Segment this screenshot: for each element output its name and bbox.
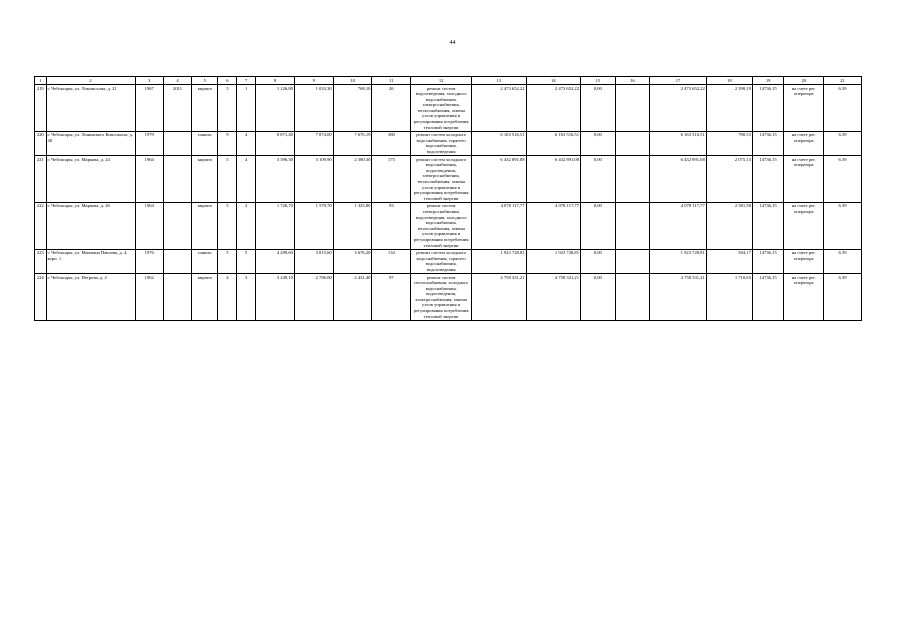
cell-floors: 9	[218, 131, 237, 155]
cell-year-built: 1964	[135, 156, 163, 203]
cell-year-built: 1967	[135, 85, 163, 132]
cell-fund-cost: 2 473 652,22	[526, 85, 581, 132]
cell-owner-funds: 4 758 331,21	[650, 274, 707, 321]
cell-row-number: 220	[35, 131, 47, 155]
cell-row-number: 219	[35, 85, 47, 132]
column-header: 10	[333, 77, 372, 85]
cell-fund-cost: 1 923 728,81	[526, 249, 581, 273]
cell-work-types: ремонт систем электроснабжения, водоотведения, холодного водоснабжения, теплоснабжения, замена узлов управления и регулирования потребления тепловой энергии	[411, 202, 472, 249]
cell-entrances: 1	[237, 85, 256, 132]
cell-row-number: 224	[35, 274, 47, 321]
cell-work-types: ремонт систем холодного водоснабжения, горячего водоснабжения, водоотведения	[411, 249, 472, 273]
column-header: 19	[752, 77, 783, 85]
cell-residents-count: 175	[372, 156, 411, 203]
cell-year-overhaul: 2011	[163, 85, 191, 132]
column-header: 8	[256, 77, 295, 85]
column-header: 16	[615, 77, 650, 85]
column-header: 4	[163, 77, 191, 85]
cell-year-built: 1964	[135, 202, 163, 249]
cell-limit-cost: 14736,15	[752, 274, 783, 321]
table-row	[35, 249, 862, 273]
cell-total-area: 4 299,60	[256, 249, 295, 273]
cell-total-area: 8 871,40	[256, 131, 295, 155]
cell-total-cost: 2 473 652,22	[472, 85, 527, 132]
cell-entrances: 5	[237, 249, 256, 273]
cell-fund-cost: 6 163 516,51	[526, 131, 581, 155]
cell-unit-cost: 2 581,58	[706, 202, 752, 249]
cell-residential-area: 768,10	[333, 85, 372, 132]
cell-total-cost: 6 432 891,08	[472, 156, 527, 203]
cell-residential-area: 1 325,80	[333, 202, 372, 249]
cell-year-overhaul	[163, 249, 191, 273]
cell-wall-material: кирпич	[192, 156, 218, 203]
cell-limit-cost: 14736,15	[752, 156, 783, 203]
cell-total-cost: 4 078 117,77	[472, 202, 527, 249]
cell-limit-cost: 14736,15	[752, 131, 783, 155]
cell-total-area: 3 396,30	[256, 156, 295, 203]
column-header: 9	[294, 77, 333, 85]
cell-entrances: 4	[237, 131, 256, 155]
column-header: 11	[372, 77, 411, 85]
cell-other-cost	[615, 202, 650, 249]
cell-budget-cost: 0,00	[581, 131, 616, 155]
cell-work-types: ремонт систем холодного водоснабжения, водоотведения, электроснабжения, теплоснабжения, замена узлов управления и регулирования потребления тепловой энергии	[411, 156, 472, 203]
cell-completion-date: 6.39	[824, 274, 862, 321]
column-header: 12	[411, 77, 472, 85]
table-row	[35, 274, 862, 321]
column-header: 21	[824, 77, 862, 85]
cell-entrances: 2	[237, 202, 256, 249]
cell-floors: 4	[218, 274, 237, 321]
cell-unit-cost: 1 710,65	[706, 274, 752, 321]
cell-residential-area: 3 676,20	[333, 249, 372, 273]
cell-address: г. Чебоксары, ул. Маркова, д. 26	[46, 202, 135, 249]
cell-wall-material: панель	[192, 249, 218, 273]
cell-residential-area: 2 580,30	[333, 156, 372, 203]
table-row	[35, 131, 862, 155]
cell-work-types: ремонт систем теплоснабжения, холодного водоснабжения, водоотведения, электроснабжения, замена узлов управления и регулирования потребления тепловой энергии	[411, 274, 472, 321]
cell-fund-method: на счете рег. оператора	[784, 249, 824, 273]
cell-wall-material: кирпич	[192, 274, 218, 321]
cell-year-overhaul	[163, 202, 191, 249]
cell-fund-cost: 4 078 117,77	[526, 202, 581, 249]
cell-wall-material: панель	[192, 131, 218, 155]
cell-year-overhaul	[163, 274, 191, 321]
cell-address: г. Чебоксары, ул. Мичмана Павлова, д. 4, корп. 1	[46, 249, 135, 273]
cell-unit-cost: 2 075,13	[706, 156, 752, 203]
cell-fund-method: на счете рег. оператора	[784, 202, 824, 249]
cell-row-number: 221	[35, 156, 47, 203]
cell-fund-cost: 4 758 331,21	[526, 274, 581, 321]
cell-floors: 5	[218, 156, 237, 203]
cell-premises-area: 3 815,60	[294, 249, 333, 273]
cell-owner-funds: 6 163 516,51	[650, 131, 707, 155]
column-header: 13	[472, 77, 527, 85]
table-row	[35, 202, 862, 249]
column-header: 1	[35, 77, 47, 85]
column-number-row	[35, 77, 862, 85]
cell-owner-funds: 2 473 652,22	[650, 85, 707, 132]
cell-other-cost	[615, 131, 650, 155]
cell-row-number: 223	[35, 249, 47, 273]
table-body	[35, 85, 862, 321]
repair-program-table	[34, 76, 862, 321]
cell-budget-cost: 0,00	[581, 156, 616, 203]
cell-premises-area: 1 579,70	[294, 202, 333, 249]
cell-other-cost	[615, 249, 650, 273]
table-row	[35, 156, 862, 203]
cell-completion-date: 6.39	[824, 202, 862, 249]
cell-unit-cost: 780,53	[706, 131, 752, 155]
cell-entrances: 3	[237, 274, 256, 321]
cell-wall-material: кирпич	[192, 202, 218, 249]
cell-total-area: 1 126,80	[256, 85, 295, 132]
cell-unit-cost: 504,17	[706, 249, 752, 273]
cell-residents-count: 97	[372, 274, 411, 321]
cell-budget-cost: 0,00	[581, 274, 616, 321]
cell-year-overhaul	[163, 156, 191, 203]
cell-limit-cost: 14736,15	[752, 202, 783, 249]
cell-other-cost	[615, 274, 650, 321]
cell-residents-count: 93	[372, 202, 411, 249]
page-number: 44	[449, 40, 456, 46]
table-row	[35, 85, 862, 132]
cell-work-types: ремонт систем холодного водоснабжения, горячего водоснабжения, водоотведения	[411, 131, 472, 155]
cell-address: г. Чебоксары, ул. Ленинского Комсомола, д. 40	[46, 131, 135, 155]
cell-wall-material: кирпич	[192, 85, 218, 132]
cell-row-number: 222	[35, 202, 47, 249]
cell-completion-date: 6.39	[824, 85, 862, 132]
column-header: 17	[650, 77, 707, 85]
cell-owner-funds: 6 432 891,08	[650, 156, 707, 203]
cell-premises-area: 3 109,90	[294, 156, 333, 203]
cell-year-built: 1979	[135, 131, 163, 155]
cell-total-cost: 4 758 331,21	[472, 274, 527, 321]
cell-residents-count: 26	[372, 85, 411, 132]
cell-residential-area: 7 676,19	[333, 131, 372, 155]
column-header: 3	[135, 77, 163, 85]
cell-total-cost: 1 923 728,81	[472, 249, 527, 273]
cell-premises-area: 7 874,00	[294, 131, 333, 155]
cell-unit-cost: 2 398,19	[706, 85, 752, 132]
cell-year-built: 1962	[135, 274, 163, 321]
cell-residents-count: 380	[372, 131, 411, 155]
cell-residents-count: 134	[372, 249, 411, 273]
cell-address: г. Чебоксары, ул. Маркова, д. 24	[46, 156, 135, 203]
cell-fund-method: на счете рег. оператора	[784, 131, 824, 155]
cell-budget-cost: 0,00	[581, 85, 616, 132]
column-header: 2	[46, 77, 135, 85]
cell-total-cost: 6 163 516,51	[472, 131, 527, 155]
cell-premises-area: 1 033,30	[294, 85, 333, 132]
cell-other-cost	[615, 156, 650, 203]
column-header: 14	[526, 77, 581, 85]
cell-year-overhaul	[163, 131, 191, 155]
cell-floors: 5	[218, 85, 237, 132]
cell-budget-cost: 0,00	[581, 202, 616, 249]
cell-total-area: 1 726,70	[256, 202, 295, 249]
cell-limit-cost: 14736,15	[752, 85, 783, 132]
cell-completion-date: 6.39	[824, 131, 862, 155]
column-header: 15	[581, 77, 616, 85]
cell-fund-method: на счете рег. оператора	[784, 274, 824, 321]
column-header: 18	[706, 77, 752, 85]
cell-address: г. Чебоксары, ул. Ломоносова, д. 21	[46, 85, 135, 132]
cell-floors: 5	[218, 202, 237, 249]
column-header: 7	[237, 77, 256, 85]
cell-owner-funds: 1 923 728,81	[650, 249, 707, 273]
cell-work-types: ремонт систем водоотведения, холодного водоснабжения, электроснабжения, теплоснабжения, замена узлов управления и регулирования потребления тепловой энергии	[411, 85, 472, 132]
cell-residential-area: 2 431,40	[333, 274, 372, 321]
column-header: 20	[784, 77, 824, 85]
cell-completion-date: 6.39	[824, 249, 862, 273]
cell-owner-funds: 4 078 117,77	[650, 202, 707, 249]
cell-fund-method: на счете рег. оператора	[784, 85, 824, 132]
cell-fund-method: на счете рег. оператора	[784, 156, 824, 203]
cell-other-cost	[615, 85, 650, 132]
cell-limit-cost: 14736,15	[752, 249, 783, 273]
cell-year-built: 1976	[135, 249, 163, 273]
cell-completion-date: 6.39	[824, 156, 862, 203]
cell-address: г. Чебоксары, ул. Петрова, д. 2	[46, 274, 135, 321]
cell-fund-cost: 6 432 891,08	[526, 156, 581, 203]
cell-entrances: 4	[237, 156, 256, 203]
cell-floors: 5	[218, 249, 237, 273]
column-header: 5	[192, 77, 218, 85]
cell-budget-cost: 0,00	[581, 249, 616, 273]
cell-total-area: 3 249,10	[256, 274, 295, 321]
cell-premises-area: 2 786,00	[294, 274, 333, 321]
column-header: 6	[218, 77, 237, 85]
